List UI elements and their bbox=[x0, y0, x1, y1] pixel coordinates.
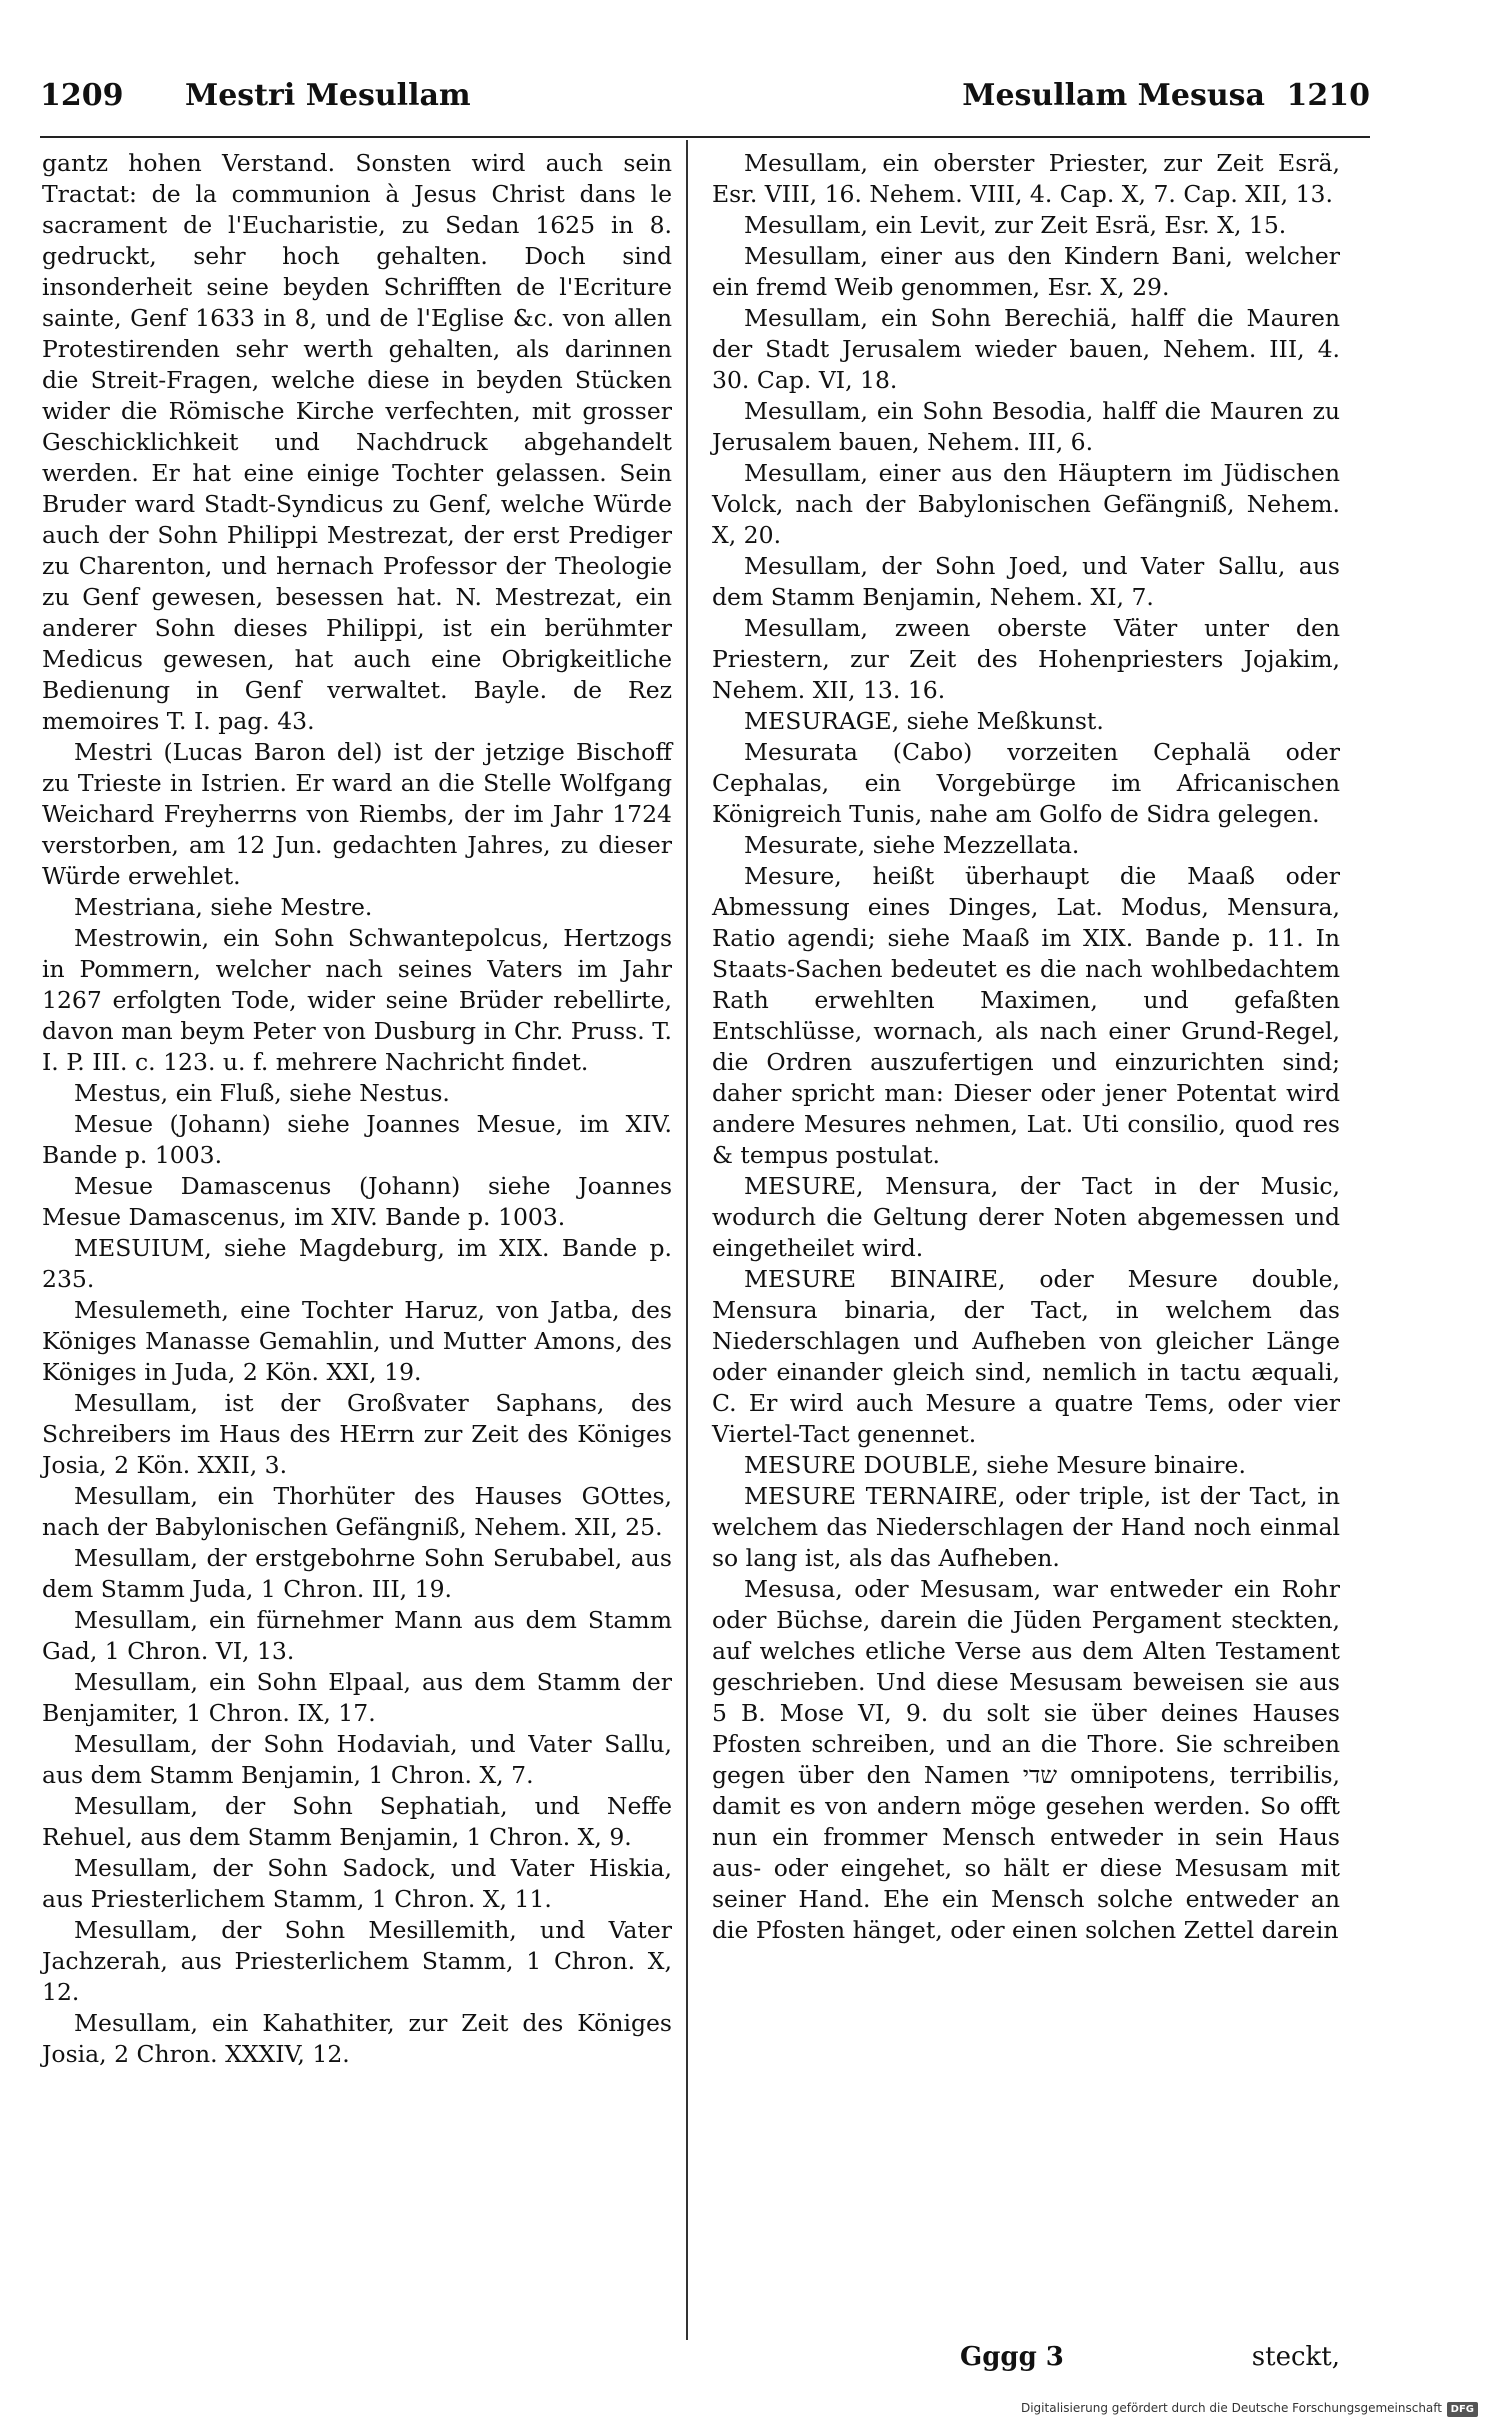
left-column bbox=[42, 148, 672, 2070]
dictionary-entry: Mesullam, ein Levit, zur Zeit Esrä, Esr. X, 15. bbox=[744, 211, 1287, 239]
dictionary-entry: Mesullam, der Sohn Sephatiah, und Neffe Rehuel, aus dem Stamm Benjamin, 1 Chron. X, 9. bbox=[42, 1792, 672, 1851]
dictionary-entry: MESURE BINAIRE, oder Mesure double, Mensura binaria, der Tact, in welchem das Niederschlagen und Aufheben von gleicher Länge oder einander gleich sind, nemlich in tactu æquali, C. Er wird auch Mesure a quatre Tems, oder vier Viertel-Tact genennet. bbox=[712, 1265, 1340, 1448]
dictionary-entry: Mesullam, ein Sohn Besodia, halff die Mauren zu Jerusalem bauen, Nehem. III, 6. bbox=[712, 397, 1340, 456]
dictionary-entry: Mesullam, der Sohn Mesillemith, und Vater Jachzerah, aus Priesterlichem Stamm, 1 Chron. X, 12. bbox=[42, 1916, 672, 2006]
dictionary-entry: MESURE DOUBLE, siehe Mesure binaire. bbox=[744, 1451, 1246, 1479]
dictionary-entry: Mesue Damascenus (Johann) siehe Joannes Mesue Damascenus, im XIV. Bande p. 1003. bbox=[42, 1172, 672, 1231]
dfg-logo: DFG bbox=[1447, 2402, 1478, 2417]
dictionary-entry: MESURAGE, siehe Meßkunst. bbox=[744, 707, 1104, 735]
continued-paragraph: gantz hohen Verstand. Sonsten wird auch sein Tractat: de la communion à Jesus Christ dans le sacrament de l'Eucharistie, zu Sedan 1625 in 8. gedruckt, sehr hoch gehalten. Doch sind insonderheit seine beyden Schrifften de l'Ecriture sainte, Genf 1633 in 8, und de l'Eglise &c. von allen Protestirenden sehr werth gehalten, als darinnen die Streit-Fragen, welche diese in beyden Stücken wider die Römische Kirche verfechten, mit grosser Geschicklichkeit und Nachdruck abgehandelt werden. Er hat eine einige Tochter gelassen. Sein Bruder ward Stadt-Syndicus zu Genf, welche Würde auch der Sohn Philippi Mestrezat, der erst Prediger zu Charenton, und hernach Professor der Theologie zu Genf gewesen, besessen hat. N. Mestrezat, ein anderer Sohn dieses Philippi, ist ein berühmter Medicus gewesen, hat auch eine Obrigkeitliche Bedienung in Genf verwaltet. Bayle. de Rez memoires T. I. pag. 43. bbox=[42, 149, 672, 735]
catchword: steckt, bbox=[1251, 2342, 1340, 2372]
dictionary-entry: MESUIUM, siehe Magdeburg, im XIX. Bande p. 235. bbox=[42, 1234, 672, 1293]
dictionary-entry: Mestrowin, ein Sohn Schwantepolcus, Hertzogs in Pommern, welcher nach seines Vaters im Jahr 1267 erfolgten Tode, wider seine Brüder rebellirte, davon man beym Peter von Dusburg in Chr. Pruss. T. I. P. III. c. 123. u. f. mehrere Nachricht findet. bbox=[42, 924, 672, 1076]
dictionary-entry: Mesullam, der Sohn Sadock, und Vater Hiskia, aus Priesterlichem Stamm, 1 Chron. X, 11. bbox=[42, 1854, 672, 1913]
digitization-credit: Digitalisierung gefördert durch die Deutsche Forschungsgemeinschaft bbox=[1020, 2401, 1442, 2415]
dictionary-entry: Mesullam, ist der Großvater Saphans, des Schreibers im Haus des HErrn zur Zeit des Königes Josia, 2 Kön. XXII, 3. bbox=[42, 1389, 672, 1479]
dictionary-entry: Mesullam, einer aus den Häuptern im Jüdischen Volck, nach der Babylonischen Gefängniß, Nehem. X, 20. bbox=[712, 459, 1340, 549]
dictionary-entry: Mesullam, der erstgebohrne Sohn Serubabel, aus dem Stamm Juda, 1 Chron. III, 19. bbox=[42, 1544, 672, 1603]
dictionary-entry: Mestus, ein Fluß, siehe Nestus. bbox=[74, 1079, 450, 1107]
dictionary-entry: MESURE TERNAIRE, oder triple, ist der Tact, in welchem das Niederschlagen der Hand noch einmal so lang ist, als das Aufheben. bbox=[712, 1482, 1340, 1572]
header-title-right: Mesullam Mesusa bbox=[962, 78, 1265, 113]
dictionary-entry: Mesure, heißt überhaupt die Maaß oder Abmessung eines Dinges, Lat. Modus, Mensura, Ratio agendi; siehe Maaß im XIX. Bande p. 11. In Staats-Sachen bedeutet es die nach wohlbedachtem Rath erwehlten Maximen, und gefaßten Entschlüsse, wornach, als nach einer Grund-Regel, die Ordren auszufertigen und einzurichten sind; daher spricht man: Dieser oder jener Potentat wird andere Mesures nehmen, Lat. Uti consilio, quod res & tempus postulat. bbox=[712, 862, 1340, 1169]
dictionary-entry: Mestri (Lucas Baron del) ist der jetzige Bischoff zu Trieste in Istrien. Er ward an die Stelle Wolfgang Weichard Freyherrns von Riembs, der im Jahr 1724 verstorben, am 12 Jun. gedachten Jahres, zu dieser Würde erwehlet. bbox=[42, 738, 672, 890]
dictionary-entry: Mesullam, ein fürnehmer Mann aus dem Stamm Gad, 1 Chron. VI, 13. bbox=[42, 1606, 672, 1665]
dictionary-entry: Mesullam, der Sohn Hodaviah, und Vater Sallu, aus dem Stamm Benjamin, 1 Chron. X, 7. bbox=[42, 1730, 672, 1789]
dictionary-entry: Mesullam, zween oberste Väter unter den Priestern, zur Zeit des Hohenpriesters Jojakim, Nehem. XII, 13. 16. bbox=[712, 614, 1340, 704]
dictionary-entry: Mesullam, ein oberster Priester, zur Zeit Esrä, Esr. VIII, 16. Nehem. VIII, 4. Cap. X, 7. Cap. XII, 13. bbox=[712, 149, 1340, 208]
dictionary-entry: MESURE, Mensura, der Tact in der Music, wodurch die Geltung derer Noten abgemessen und eingetheilet wird. bbox=[712, 1172, 1340, 1262]
dictionary-entry: Mesullam, einer aus den Kindern Bani, welcher ein fremd Weib genommen, Esr. X, 29. bbox=[712, 242, 1340, 301]
dictionary-entry: Mestriana, siehe Mestre. bbox=[74, 893, 373, 921]
dictionary-entry: Mesusa, oder Mesusam, war entweder ein Rohr oder Büchse, darein die Jüden Pergament steckten, auf welches etliche Verse aus dem Alten Testament geschrieben. Und diese Mesusam beweisen sie aus 5 B. Mose VI, 9. du solt sie über deines Hauses Pfosten schreiben, und an die Thore. Sie schreiben gegen über den Namen שדי omnipotens, terribilis, damit es von andern möge gesehen werden. So offt nun ein frommer Mensch entweder in sein Haus aus- oder eingehet, so hält er diese Mesusam mit seiner Hand. Ehe ein Mensch solche entweder an die Pfosten hänget, oder einen solchen Zettel darein bbox=[712, 1575, 1340, 1944]
dictionary-entry: Mesullam, der Sohn Joed, und Vater Sallu, aus dem Stamm Benjamin, Nehem. XI, 7. bbox=[712, 552, 1340, 611]
header-rule bbox=[40, 136, 1370, 138]
dictionary-entry: Mesulemeth, eine Tochter Haruz, von Jatba, des Königes Manasse Gemahlin, und Mutter Amons, des Königes in Juda, 2 Kön. XXI, 19. bbox=[42, 1296, 672, 1386]
column-divider bbox=[686, 140, 688, 2340]
page-number-left: 1209 bbox=[40, 78, 124, 113]
dictionary-entry: Mesue (Johann) siehe Joannes Mesue, im XIV. Bande p. 1003. bbox=[42, 1110, 672, 1169]
header-title-left: Mestri Mesullam bbox=[185, 78, 471, 113]
page-number-right: 1210 bbox=[1286, 78, 1370, 113]
dictionary-entry: Mesullam, ein Thorhüter des Hauses GOttes, nach der Babylonischen Gefängniß, Nehem. XII, 25. bbox=[42, 1482, 672, 1541]
dictionary-entry: Mesullam, ein Sohn Berechiä, halff die Mauren der Stadt Jerusalem wieder bauen, Nehem. III, 4. 30. Cap. VI, 18. bbox=[712, 304, 1340, 394]
dictionary-entry: Mesurate, siehe Mezzellata. bbox=[744, 831, 1080, 859]
signature-mark: Gggg 3 bbox=[960, 2342, 1064, 2372]
right-column bbox=[712, 148, 1340, 1946]
dictionary-entry: Mesullam, ein Sohn Elpaal, aus dem Stamm der Benjamiter, 1 Chron. IX, 17. bbox=[42, 1668, 672, 1727]
running-header bbox=[40, 78, 1370, 130]
dictionary-entry: Mesurata (Cabo) vorzeiten Cephalä oder Cephalas, ein Vorgebürge im Africanischen Königreich Tunis, nahe am Golfo de Sidra gelegen. bbox=[712, 738, 1340, 828]
dictionary-entry: Mesullam, ein Kahathiter, zur Zeit des Königes Josia, 2 Chron. XXXIV, 12. bbox=[42, 2009, 672, 2068]
